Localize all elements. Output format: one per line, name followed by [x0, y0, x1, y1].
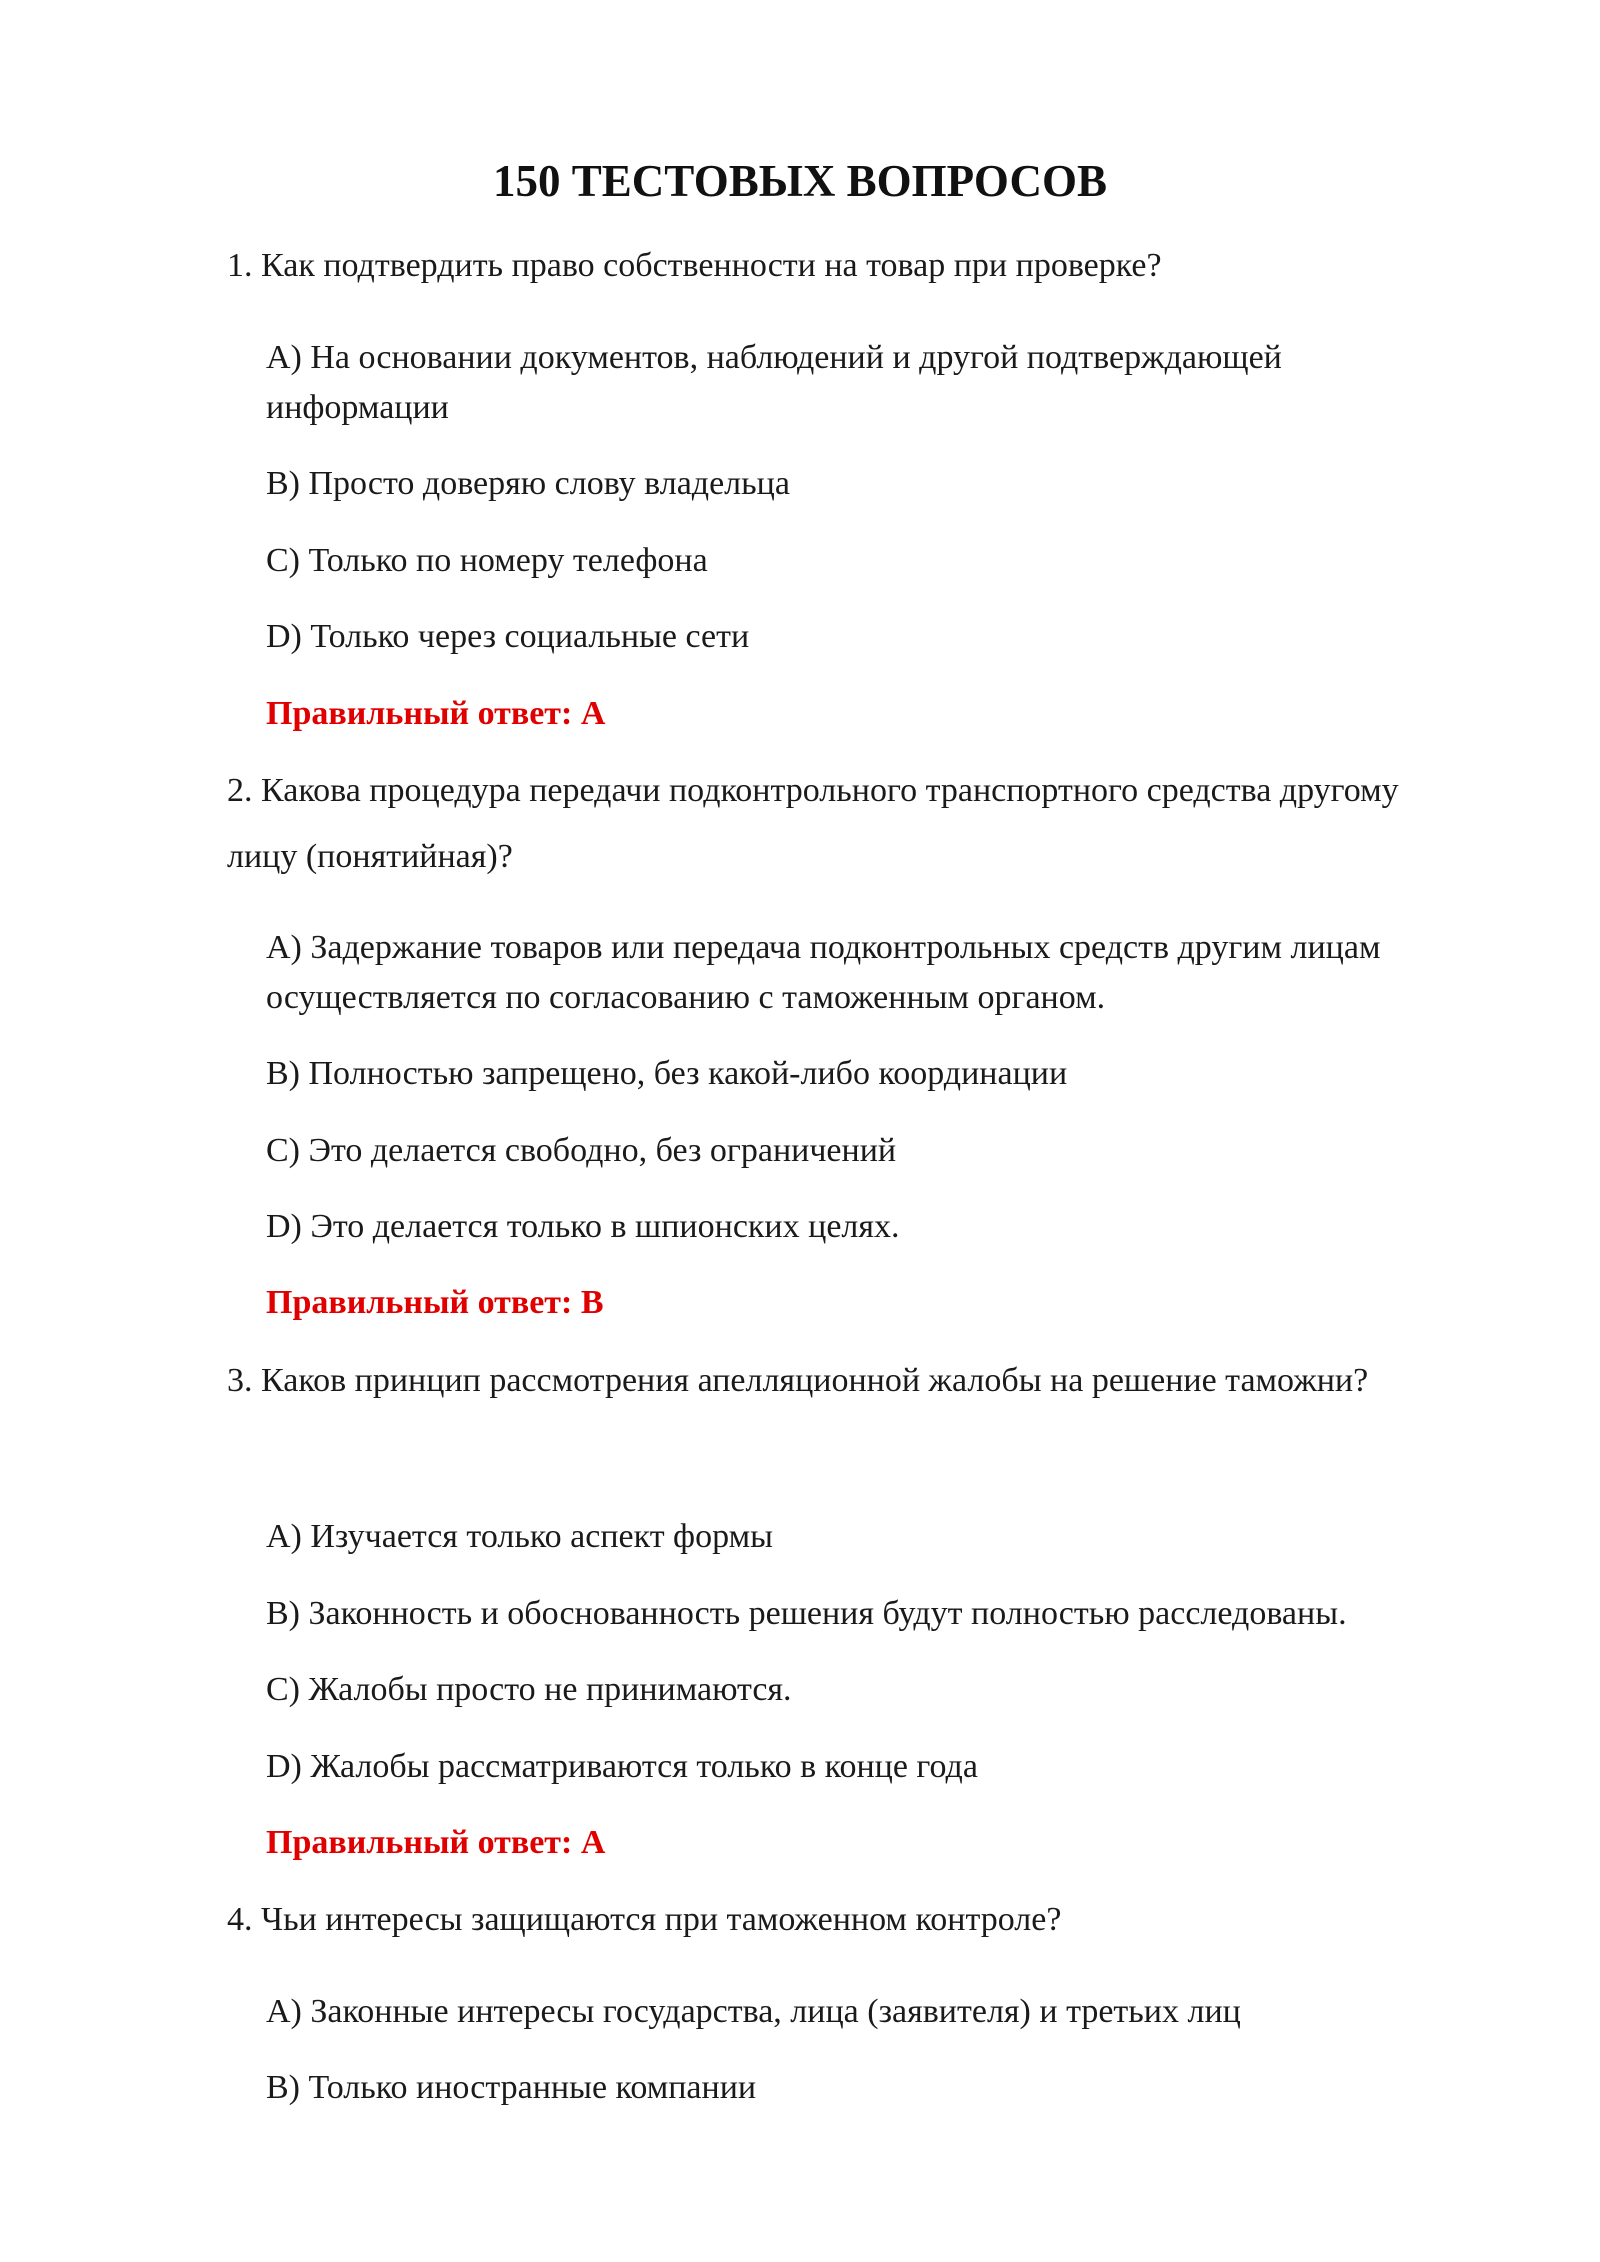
question-3-text: 3. Каков принцип рассмотрения апелляционной жалобы на решение таможни? [227, 1362, 1369, 1399]
question-2-option-b: B) Полностью запрещено, без какой-либо координации [266, 1055, 1068, 1092]
question-1-option-b: B) Просто доверяю слову владельца [266, 465, 790, 502]
question-3-option-d: D) Жалобы рассматриваются только в конце года [266, 1748, 978, 1785]
question-2-text: 2. Какова процедура передачи подконтрольного транспортного средства другому лицу (понятийная)? [227, 772, 1399, 875]
correct-answer-label: Правильный ответ: [266, 1824, 573, 1861]
question-1-option-a: A) На основании документов, наблюдений и другой подтверждающей информации [266, 339, 1282, 426]
question-3-option-c: C) Жалобы просто не принимаются. [266, 1671, 792, 1708]
question-2-option-c: C) Это делается свободно, без ограничений [266, 1132, 897, 1169]
question-1-option-c: C) Только по номеру телефона [266, 542, 708, 579]
question-1-option-d: D) Только через социальные сети [266, 618, 750, 655]
question-2-option-d: D) Это делается только в шпионских целях. [266, 1208, 900, 1245]
correct-answer-letter: A [580, 695, 606, 732]
question-4-option-b: B) Только иностранные компании [266, 2069, 757, 2106]
correct-answer-label: Правильный ответ: [266, 695, 573, 732]
question-2-correct-answer [266, 1278, 1266, 1328]
question-1-correct-answer [266, 689, 1266, 739]
correct-answer-label: Правильный ответ: [266, 1284, 573, 1321]
question-4-option-a: A) Законные интересы государства, лица (заявителя) и третьих лиц [266, 1993, 1241, 2030]
question-3-option-a: A) Изучается только аспект формы [266, 1518, 773, 1555]
correct-answer-letter: A [580, 1824, 606, 1861]
question-1-text: 1. Как подтвердить право собственности на товар при проверке? [227, 247, 1162, 284]
question-2-option-a: A) Задержание товаров или передача подконтрольных средств другим лицам осуществляется по согласованию с таможенным органом. [266, 929, 1381, 1016]
question-3-option-b: B) Законность и обоснованность решения будут полностью расследованы. [266, 1595, 1347, 1632]
correct-answer-letter: B [580, 1284, 604, 1321]
question-4-text: 4. Чьи интересы защищаются при таможенном контроле? [227, 1901, 1062, 1938]
page-title: 150 ТЕСТОВЫХ ВОПРОСОВ [493, 156, 1107, 206]
question-3-correct-answer [266, 1818, 1266, 1868]
